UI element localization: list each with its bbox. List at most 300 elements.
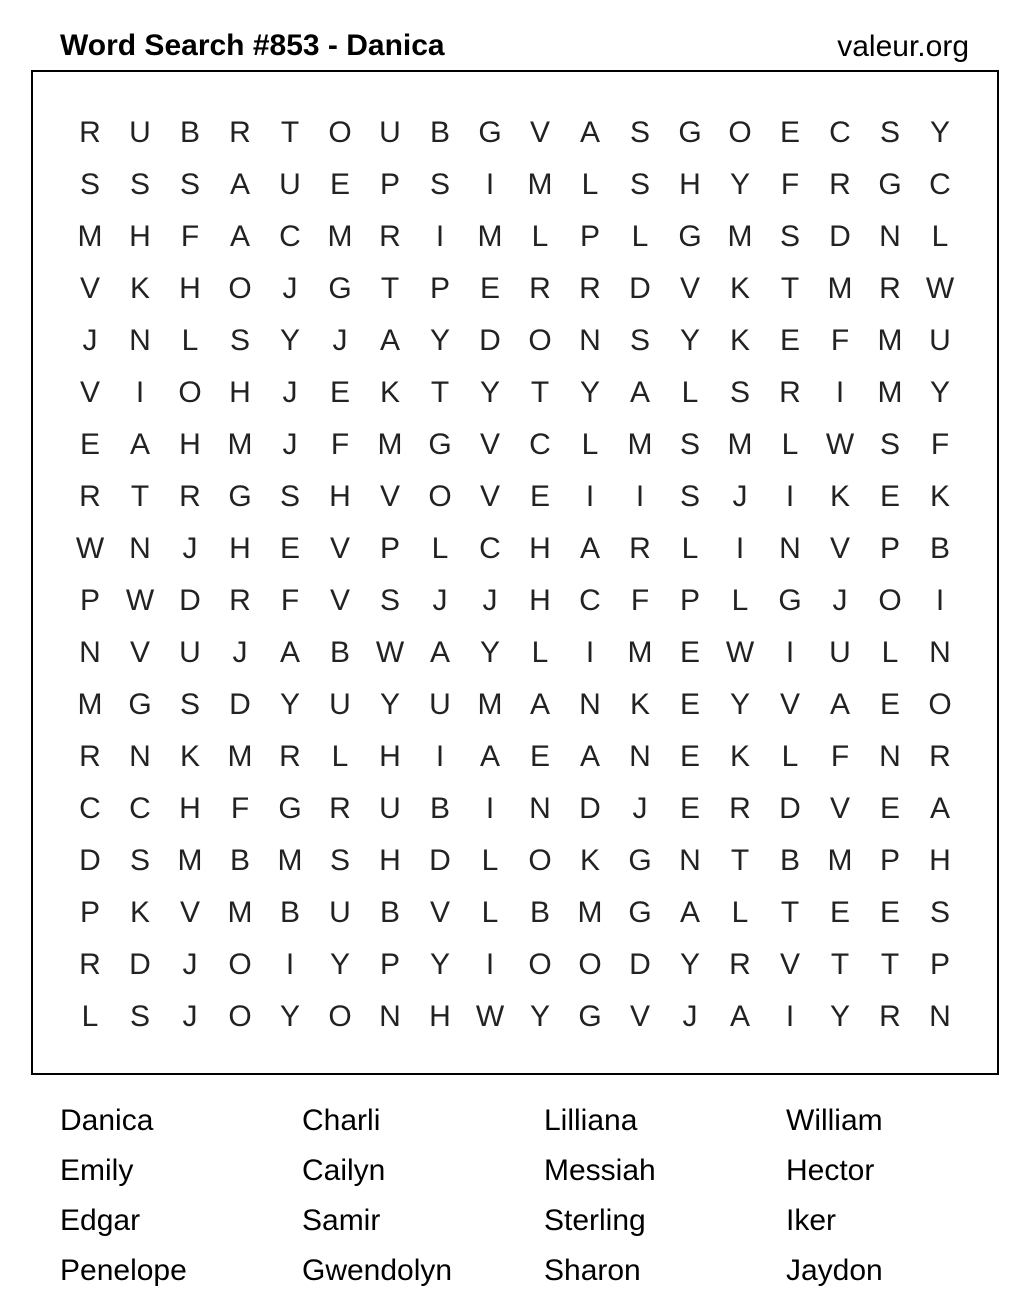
grid-letter: J xyxy=(482,584,498,617)
word-list-item: William xyxy=(786,1104,883,1137)
grid-letter: N xyxy=(79,636,101,669)
grid-letter: E xyxy=(779,116,800,149)
grid-letter: S xyxy=(729,376,750,409)
grid-letter: O xyxy=(228,948,252,981)
grid-letter: A xyxy=(129,428,150,461)
grid-letter: J xyxy=(182,948,198,981)
grid-letter: R xyxy=(79,116,101,149)
grid-letter: D xyxy=(629,948,651,981)
word-list-item: Gwendolyn xyxy=(302,1254,453,1287)
grid-letter: H xyxy=(929,844,951,877)
grid-letter: K xyxy=(179,740,200,773)
grid-letter: I xyxy=(935,584,945,617)
grid-letter: R xyxy=(279,740,301,773)
grid-letter: W xyxy=(125,584,155,617)
grid-letter: R xyxy=(729,792,751,825)
grid-letter: A xyxy=(529,688,550,721)
grid-letter: Y xyxy=(929,116,950,149)
grid-letter: S xyxy=(629,324,650,357)
grid-letter: B xyxy=(229,844,250,877)
grid-letter: G xyxy=(678,116,702,149)
grid-letter: K xyxy=(929,480,950,513)
grid-letter: N xyxy=(579,688,601,721)
grid-letter: E xyxy=(329,168,350,201)
word-list-item: Charli xyxy=(302,1104,381,1137)
grid-letter: S xyxy=(229,324,250,357)
grid-letter: M xyxy=(877,376,903,409)
grid-letter: B xyxy=(929,532,950,565)
grid-letter: J xyxy=(282,376,298,409)
grid-letter: O xyxy=(928,688,952,721)
grid-letter: S xyxy=(179,168,200,201)
grid-letter: D xyxy=(179,584,201,617)
grid-letter: D xyxy=(579,792,601,825)
grid-letter: E xyxy=(879,688,900,721)
grid-letter: O xyxy=(528,844,552,877)
grid-letter: E xyxy=(879,896,900,929)
grid-letter: L xyxy=(481,844,499,877)
grid-letter: V xyxy=(329,532,350,565)
grid-letter: V xyxy=(179,896,200,929)
grid-letter: R xyxy=(79,740,101,773)
grid-letter: M xyxy=(227,740,253,773)
word-list xyxy=(60,1096,1028,1296)
grid-letter: M xyxy=(277,844,303,877)
grid-letter: K xyxy=(729,324,750,357)
grid-letter: U xyxy=(329,896,351,929)
grid-letter: U xyxy=(129,116,151,149)
grid-letter: U xyxy=(929,324,951,357)
grid-letter: W xyxy=(375,636,405,669)
grid-letter: R xyxy=(529,272,551,305)
grid-letter: D xyxy=(129,948,151,981)
grid-letter: V xyxy=(129,636,150,669)
grid-letter: V xyxy=(479,480,500,513)
grid-letter: T xyxy=(880,948,900,981)
grid-letter: P xyxy=(79,584,100,617)
grid-letter: R xyxy=(579,272,601,305)
grid-letter: H xyxy=(229,532,251,565)
grid-letter: D xyxy=(629,272,651,305)
grid-letter: S xyxy=(879,116,900,149)
grid-letter: J xyxy=(682,1000,698,1033)
grid-letter: S xyxy=(279,480,300,513)
word-list-item: Jaydon xyxy=(786,1254,883,1287)
grid-letter: V xyxy=(379,480,400,513)
grid-letter: N xyxy=(679,844,701,877)
grid-letter: L xyxy=(531,636,549,669)
grid-letter: G xyxy=(578,1000,602,1033)
grid-letter: U xyxy=(829,636,851,669)
grid-letter: Y xyxy=(429,324,450,357)
grid-letter: P xyxy=(379,532,400,565)
grid-letter: T xyxy=(380,272,400,305)
grid-letter: P xyxy=(379,168,400,201)
grid-letter: G xyxy=(478,116,502,149)
grid-letter: A xyxy=(579,532,600,565)
grid-letter: I xyxy=(485,948,495,981)
grid-letter: A xyxy=(379,324,400,357)
grid-letter: Y xyxy=(679,948,700,981)
grid-letter: O xyxy=(728,116,752,149)
grid-letter: Y xyxy=(829,1000,850,1033)
grid-letter: I xyxy=(435,740,445,773)
grid-letter: A xyxy=(429,636,450,669)
grid-letter: U xyxy=(429,688,451,721)
grid-letter: V xyxy=(779,688,800,721)
grid-letter: R xyxy=(929,740,951,773)
word-list-item: Cailyn xyxy=(302,1154,386,1187)
grid-letter: H xyxy=(379,740,401,773)
grid-letter: T xyxy=(530,376,550,409)
grid-letter: V xyxy=(429,896,450,929)
grid-letter: M xyxy=(177,844,203,877)
grid-letter: K xyxy=(829,480,850,513)
grid-letter: H xyxy=(529,532,551,565)
grid-letter: S xyxy=(329,844,350,877)
grid-letter: D xyxy=(79,844,101,877)
grid-letter: I xyxy=(485,168,495,201)
grid-letter: P xyxy=(379,948,400,981)
grid-letter: G xyxy=(328,272,352,305)
grid-letter: R xyxy=(629,532,651,565)
grid-letter: O xyxy=(328,1000,352,1033)
grid-letter: A xyxy=(729,1000,750,1033)
grid-letter: S xyxy=(629,168,650,201)
grid-letter: F xyxy=(280,584,300,617)
grid-letter: O xyxy=(228,1000,252,1033)
grid-letter: U xyxy=(179,636,201,669)
grid-letter: V xyxy=(829,532,850,565)
grid-letter: O xyxy=(328,116,352,149)
grid-letter: H xyxy=(129,220,151,253)
grid-letter: C xyxy=(579,584,601,617)
grid-letter: K xyxy=(729,272,750,305)
grid-letter: G xyxy=(128,688,152,721)
grid-letter: L xyxy=(581,428,599,461)
grid-letter: G xyxy=(678,220,702,253)
grid-letter: M xyxy=(77,220,103,253)
grid-letter: E xyxy=(679,792,700,825)
grid-letter: I xyxy=(835,376,845,409)
grid-letter: O xyxy=(178,376,202,409)
grid-letter: L xyxy=(731,896,749,929)
grid-letter: N xyxy=(879,740,901,773)
grid-letter: L xyxy=(781,428,799,461)
grid-letter: C xyxy=(79,792,101,825)
grid-letter: K xyxy=(729,740,750,773)
grid-letter: T xyxy=(780,896,800,929)
grid-letter: V xyxy=(79,376,100,409)
grid-letter: M xyxy=(477,220,503,253)
grid-letter: H xyxy=(179,272,201,305)
grid-letter: C xyxy=(929,168,951,201)
grid-letter: N xyxy=(629,740,651,773)
grid-letter: H xyxy=(229,376,251,409)
grid-letter: Y xyxy=(379,688,400,721)
grid-letter: K xyxy=(129,896,150,929)
grid-letter: F xyxy=(630,584,650,617)
grid-letter: I xyxy=(435,220,445,253)
grid-letter: S xyxy=(629,116,650,149)
grid-letter: C xyxy=(829,116,851,149)
grid-letter: I xyxy=(485,792,495,825)
grid-letter: D xyxy=(779,792,801,825)
grid-letter: K xyxy=(579,844,600,877)
grid-letter: I xyxy=(585,636,595,669)
grid-letter: H xyxy=(379,844,401,877)
grid-letter: V xyxy=(479,428,500,461)
grid-letter: A xyxy=(229,220,250,253)
grid-letter: Y xyxy=(529,1000,550,1033)
grid-letter: J xyxy=(82,324,98,357)
grid-letter: M xyxy=(727,220,753,253)
grid-letter: V xyxy=(329,584,350,617)
grid-letter: L xyxy=(481,896,499,929)
grid-letter: A xyxy=(929,792,950,825)
grid-letter: O xyxy=(228,272,252,305)
grid-letter: N xyxy=(379,1000,401,1033)
grid-letter: W xyxy=(475,1000,505,1033)
grid-letter: S xyxy=(679,480,700,513)
grid-letter: J xyxy=(182,1000,198,1033)
grid-letter: W xyxy=(75,532,105,565)
grid-letter: Y xyxy=(279,324,300,357)
grid-letter: M xyxy=(727,428,753,461)
word-list-item: Danica xyxy=(60,1104,154,1137)
grid-letter: Y xyxy=(579,376,600,409)
grid-letter: P xyxy=(879,844,900,877)
grid-letter: P xyxy=(79,896,100,929)
grid-letter: J xyxy=(282,428,298,461)
grid-letter: G xyxy=(778,584,802,617)
grid-letter: B xyxy=(779,844,800,877)
grid-letter: M xyxy=(377,428,403,461)
grid-letter: V xyxy=(779,948,800,981)
grid-letter: L xyxy=(431,532,449,565)
grid-letter: I xyxy=(635,480,645,513)
grid-letter: H xyxy=(429,1000,451,1033)
grid-letter: J xyxy=(432,584,448,617)
grid-letter: L xyxy=(681,376,699,409)
grid-letter: M xyxy=(327,220,353,253)
grid-letter: V xyxy=(829,792,850,825)
grid-letter: O xyxy=(528,324,552,357)
grid-letter: J xyxy=(232,636,248,669)
grid-letter: Y xyxy=(729,168,750,201)
grid-letter: D xyxy=(429,844,451,877)
grid-letter: M xyxy=(877,324,903,357)
grid-letter: R xyxy=(779,376,801,409)
grid-letter: E xyxy=(829,896,850,929)
grid-letter: O xyxy=(878,584,902,617)
grid-letter: L xyxy=(631,220,649,253)
grid-letter: D xyxy=(829,220,851,253)
grid-letter: B xyxy=(429,792,450,825)
grid-letter: M xyxy=(827,272,853,305)
grid-letter: E xyxy=(879,792,900,825)
grid-letter: S xyxy=(929,896,950,929)
grid-letter: H xyxy=(179,428,201,461)
grid-letter: M xyxy=(577,896,603,929)
grid-letter: B xyxy=(329,636,350,669)
grid-letter: J xyxy=(282,272,298,305)
grid-letter: V xyxy=(529,116,550,149)
grid-letter: F xyxy=(830,740,850,773)
grid-letter: T xyxy=(130,480,150,513)
word-list-item: Edgar xyxy=(60,1204,141,1237)
grid-letter: P xyxy=(929,948,950,981)
grid-letter: R xyxy=(879,1000,901,1033)
word-list-item: Sharon xyxy=(544,1254,641,1287)
word-list-item: Iker xyxy=(786,1204,837,1237)
grid-letter: L xyxy=(731,584,749,617)
word-list-item: Lilliana xyxy=(544,1104,638,1137)
grid-letter: H xyxy=(329,480,351,513)
grid-letter: C xyxy=(529,428,551,461)
grid-letter: W xyxy=(825,428,855,461)
grid-letter: N xyxy=(129,532,151,565)
grid-letter: I xyxy=(285,948,295,981)
grid-letter: J xyxy=(732,480,748,513)
grid-letter: B xyxy=(179,116,200,149)
grid-letter: R xyxy=(229,584,251,617)
grid-letter: R xyxy=(829,168,851,201)
grid-letter: M xyxy=(77,688,103,721)
grid-letter: M xyxy=(227,896,253,929)
grid-letter: R xyxy=(879,272,901,305)
grid-letter: S xyxy=(79,168,100,201)
grid-letter: J xyxy=(832,584,848,617)
grid-letter: L xyxy=(931,220,949,253)
grid-letter: G xyxy=(878,168,902,201)
grid-letter: E xyxy=(779,324,800,357)
grid-letter: E xyxy=(79,428,100,461)
grid-letter: F xyxy=(180,220,200,253)
grid-letter: N xyxy=(129,324,151,357)
word-list-item: Hector xyxy=(786,1154,875,1187)
grid-letter: I xyxy=(785,480,795,513)
grid-letter: D xyxy=(479,324,501,357)
grid-letter: E xyxy=(329,376,350,409)
grid-letter: N xyxy=(929,1000,951,1033)
grid-letter: M xyxy=(627,636,653,669)
grid-letter: O xyxy=(578,948,602,981)
grid-letter: E xyxy=(529,740,550,773)
grid-letter: S xyxy=(779,220,800,253)
grid-letter: S xyxy=(879,428,900,461)
grid-letter: F xyxy=(330,428,350,461)
grid-letter: J xyxy=(632,792,648,825)
grid-letter: J xyxy=(332,324,348,357)
grid-letter: I xyxy=(785,1000,795,1033)
grid-letter: T xyxy=(830,948,850,981)
grid-letter: V xyxy=(79,272,100,305)
grid-letter: K xyxy=(629,688,650,721)
grid-letter: L xyxy=(581,168,599,201)
grid-letter: Y xyxy=(429,948,450,981)
grid-letter: R xyxy=(329,792,351,825)
grid-letter: P xyxy=(879,532,900,565)
grid-letter: F xyxy=(780,168,800,201)
grid-letter: C xyxy=(129,792,151,825)
grid-letter: O xyxy=(428,480,452,513)
grid-letter: Y xyxy=(329,948,350,981)
grid-letter: Y xyxy=(679,324,700,357)
grid-letter: A xyxy=(579,116,600,149)
grid-letter: G xyxy=(628,896,652,929)
word-list-item: Emily xyxy=(60,1154,134,1187)
grid-letter: T xyxy=(730,844,750,877)
grid-letter: K xyxy=(379,376,400,409)
grid-letter: E xyxy=(479,272,500,305)
grid-letter: M xyxy=(227,428,253,461)
grid-letter: A xyxy=(229,168,250,201)
grid-letter: N xyxy=(579,324,601,357)
grid-letter: H xyxy=(529,584,551,617)
grid-letter: N xyxy=(929,636,951,669)
grid-letter: M xyxy=(627,428,653,461)
grid-letter: L xyxy=(881,636,899,669)
grid-letter: R xyxy=(79,948,101,981)
grid-letter: Y xyxy=(929,376,950,409)
grid-letter: C xyxy=(479,532,501,565)
grid-letter: U xyxy=(379,116,401,149)
grid-letter: A xyxy=(629,376,650,409)
grid-letter: H xyxy=(179,792,201,825)
grid-letter: E xyxy=(679,688,700,721)
grid-letter: E xyxy=(879,480,900,513)
grid-letter: A xyxy=(679,896,700,929)
grid-letter: L xyxy=(781,740,799,773)
page-title: Word Search #853 - Danica xyxy=(60,29,445,62)
grid-letter: A xyxy=(579,740,600,773)
grid-letter: F xyxy=(230,792,250,825)
grid-letter: T xyxy=(780,272,800,305)
grid-letter: S xyxy=(379,584,400,617)
grid-letter: K xyxy=(129,272,150,305)
grid-letter: U xyxy=(379,792,401,825)
grid-letter: S xyxy=(679,428,700,461)
grid-letter: N xyxy=(529,792,551,825)
puzzle-frame xyxy=(31,70,999,1075)
grid-letter: Y xyxy=(279,688,300,721)
grid-letter: L xyxy=(331,740,349,773)
word-list-item: Penelope xyxy=(60,1254,187,1287)
letter-grid xyxy=(65,107,965,1043)
grid-letter: C xyxy=(279,220,301,253)
grid-letter: P xyxy=(429,272,450,305)
grid-letter: N xyxy=(129,740,151,773)
site-name: valeur.org xyxy=(837,30,969,63)
grid-letter: P xyxy=(679,584,700,617)
grid-letter: L xyxy=(531,220,549,253)
grid-letter: W xyxy=(925,272,955,305)
grid-letter: L xyxy=(681,532,699,565)
grid-letter: S xyxy=(179,688,200,721)
grid-letter: V xyxy=(629,1000,650,1033)
grid-letter: U xyxy=(329,688,351,721)
grid-letter: Y xyxy=(479,376,500,409)
grid-letter: G xyxy=(278,792,302,825)
grid-letter: R xyxy=(79,480,101,513)
grid-letter: A xyxy=(279,636,300,669)
grid-letter: N xyxy=(879,220,901,253)
grid-letter: E xyxy=(529,480,550,513)
grid-letter: H xyxy=(679,168,701,201)
grid-letter: S xyxy=(129,168,150,201)
grid-letter: I xyxy=(585,480,595,513)
